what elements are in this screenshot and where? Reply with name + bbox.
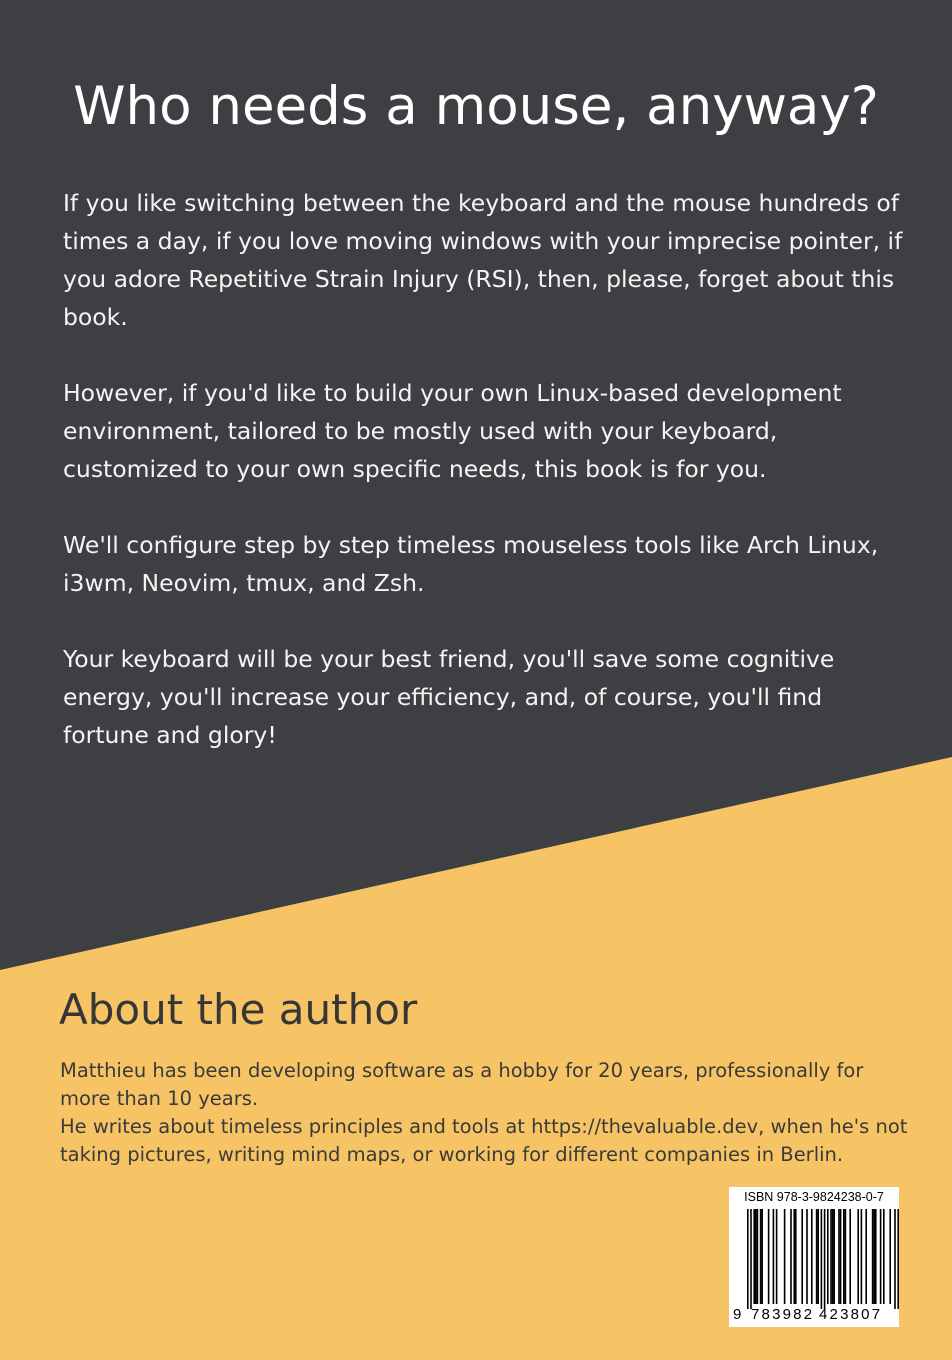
isbn-label: ISBN 978-3-9824238-0-7 [744, 1190, 884, 1204]
barcode-bar [833, 1209, 835, 1304]
barcode-bar [838, 1209, 840, 1304]
barcode-bar [861, 1209, 863, 1304]
barcode-bar [801, 1209, 803, 1304]
barcode-left-digits: 783982 [751, 1306, 815, 1323]
barcode-bar [773, 1209, 775, 1304]
about-author-heading: About the author [59, 985, 418, 1034]
barcode-bar [830, 1209, 832, 1304]
isbn-barcode [729, 1187, 899, 1327]
barcode-bar [840, 1209, 842, 1304]
barcode-bar [880, 1209, 882, 1304]
barcode-bar [883, 1209, 885, 1304]
barcode-bar [793, 1209, 795, 1304]
blurb-paragraph: We'll configure step by step timeless mouseless tools like Arch Linux, i3wm, Neovim, tmux, and Zsh. [63, 531, 879, 597]
blurb-paragraph: If you like switching between the keyboard and the mouse hundreds of times a day, if you love moving windows with your imprecise pointer, if you adore Repetitive Strain Injury (RSI), then, please, forget about this book. [63, 189, 903, 331]
barcode-bar [795, 1209, 797, 1304]
barcode-bar [889, 1209, 891, 1304]
barcode-bar [821, 1209, 823, 1309]
barcode-bar [750, 1209, 752, 1309]
blurb-paragraph: Your keyboard will be your best friend, you'll save some cognitive energy, you'll increase your efficiency, and, of course, you'll find fortune and glory! [63, 645, 835, 749]
barcode-bar [865, 1209, 867, 1304]
barcode-bar [776, 1209, 778, 1304]
blurb-text [63, 184, 913, 792]
barcode-bar [811, 1209, 813, 1304]
barcode-bar [873, 1209, 875, 1304]
barcode-right-digits: 423807 [819, 1306, 883, 1323]
barcode-bar [755, 1209, 757, 1304]
barcode-bar [843, 1209, 845, 1304]
barcode-bar [753, 1209, 755, 1304]
barcode-bar [824, 1209, 826, 1309]
barcode-bar [806, 1209, 808, 1304]
barcode-bar [827, 1209, 829, 1304]
barcode-bar [784, 1209, 786, 1304]
barcode-bar [757, 1209, 759, 1304]
barcode-bar [761, 1209, 763, 1304]
barcode-bar [845, 1209, 847, 1304]
blurb-paragraph: However, if you'd like to build your own Linux-based development environment, tailored to be mostly used with your keyboard, customized to your own specific needs, this book is for you. [63, 379, 842, 483]
author-bio-line: He writes about timeless principles and tools at https://thevaluable.dev, when he's not taking pictures, writing mind maps, or working for different companies in Berlin. [60, 1115, 908, 1166]
barcode-bar [747, 1209, 749, 1309]
barcode-bar [849, 1209, 851, 1304]
barcode-bar [817, 1209, 819, 1304]
barcode-bar [760, 1209, 762, 1304]
author-bio-line: Matthieu has been developing software as a hobby for 20 years, professionally for more than 10 years. [60, 1059, 864, 1110]
barcode-bar [768, 1209, 770, 1304]
barcode-bar [790, 1209, 792, 1304]
barcode-bar [894, 1209, 896, 1309]
barcode-lead-digit: 9 [733, 1306, 742, 1323]
barcode-bar [857, 1209, 859, 1304]
barcode-bar [875, 1209, 877, 1304]
cover-headline: Who needs a mouse, anyway? [73, 76, 879, 137]
barcode-bar [832, 1209, 834, 1304]
author-bio [60, 1057, 920, 1169]
barcode-bar [897, 1209, 899, 1309]
barcode-bar [816, 1209, 818, 1304]
barcode-bar [872, 1209, 874, 1304]
